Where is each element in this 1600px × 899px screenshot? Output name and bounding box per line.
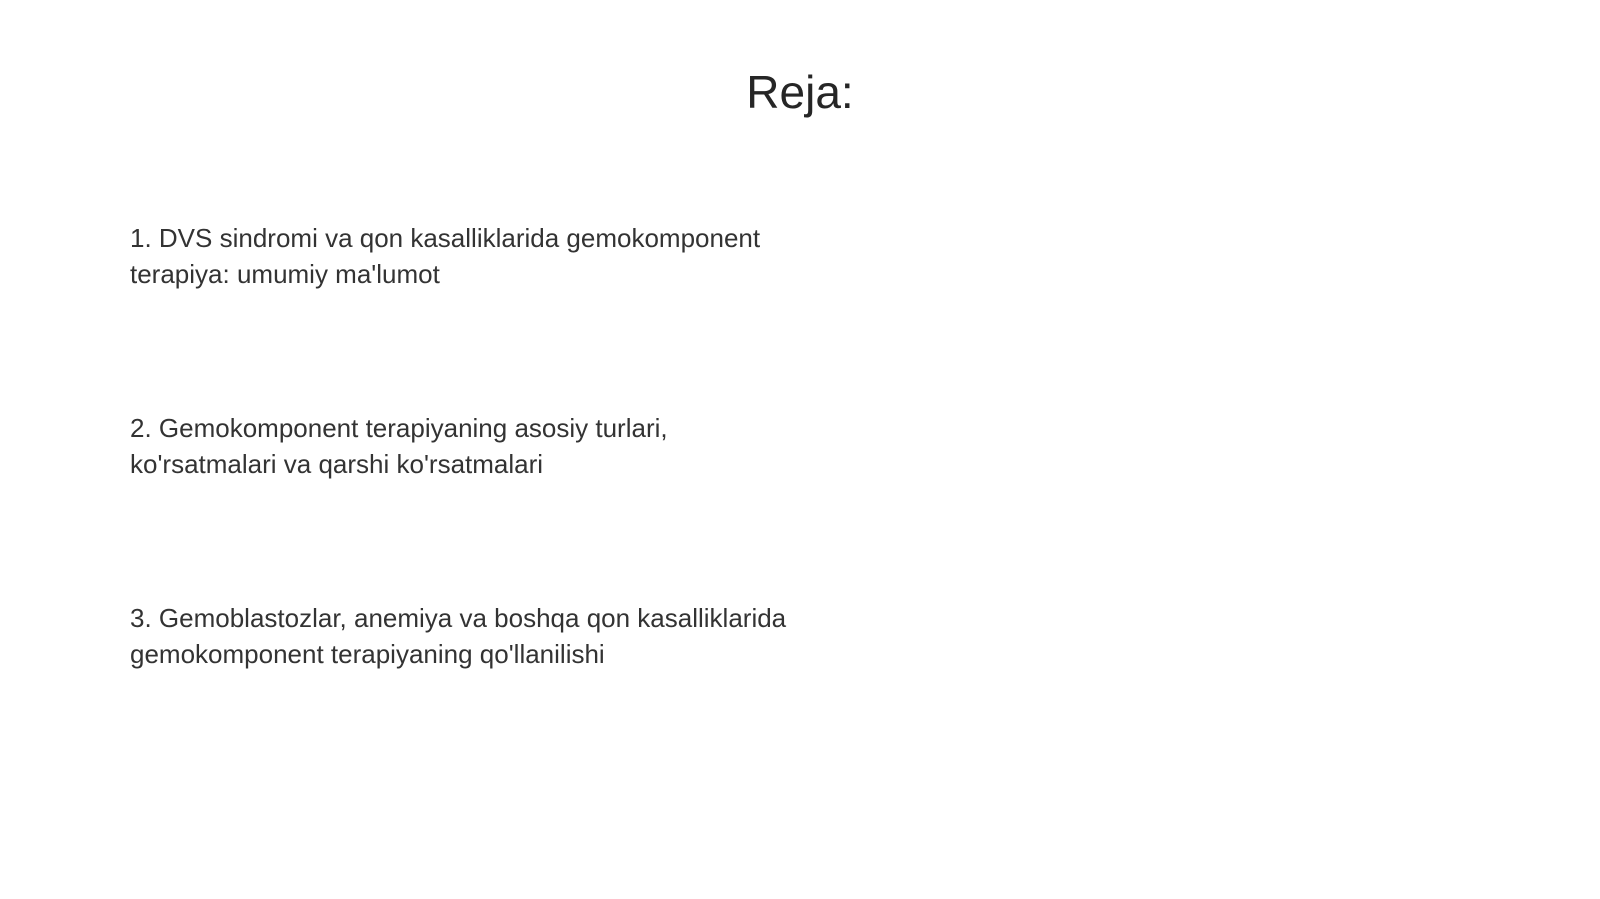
plan-list bbox=[130, 220, 850, 672]
plan-item-1 bbox=[130, 220, 850, 292]
plan-item-2-line-1: 2. Gemokomponent terapiyaning asosiy turlari, bbox=[130, 413, 668, 443]
slide-title bbox=[0, 62, 1600, 122]
plan-item-2 bbox=[130, 410, 850, 482]
plan-item-3-line-2: gemokomponent terapiyaning qo'llanilishi bbox=[130, 639, 605, 669]
plan-item-1-line-2: terapiya: umumiy ma'lumot bbox=[130, 259, 440, 289]
slide-title-text: Reja: bbox=[746, 66, 854, 118]
plan-item-1-line-1: 1. DVS sindromi va qon kasalliklarida gemokomponent bbox=[130, 223, 761, 253]
plan-item-3-line-1: 3. Gemoblastozlar, anemiya va boshqa qon kasalliklarida bbox=[130, 603, 787, 633]
plan-item-2-line-2: ko'rsatmalari va qarshi ko'rsatmalari bbox=[130, 449, 544, 479]
plan-item-3 bbox=[130, 600, 850, 672]
